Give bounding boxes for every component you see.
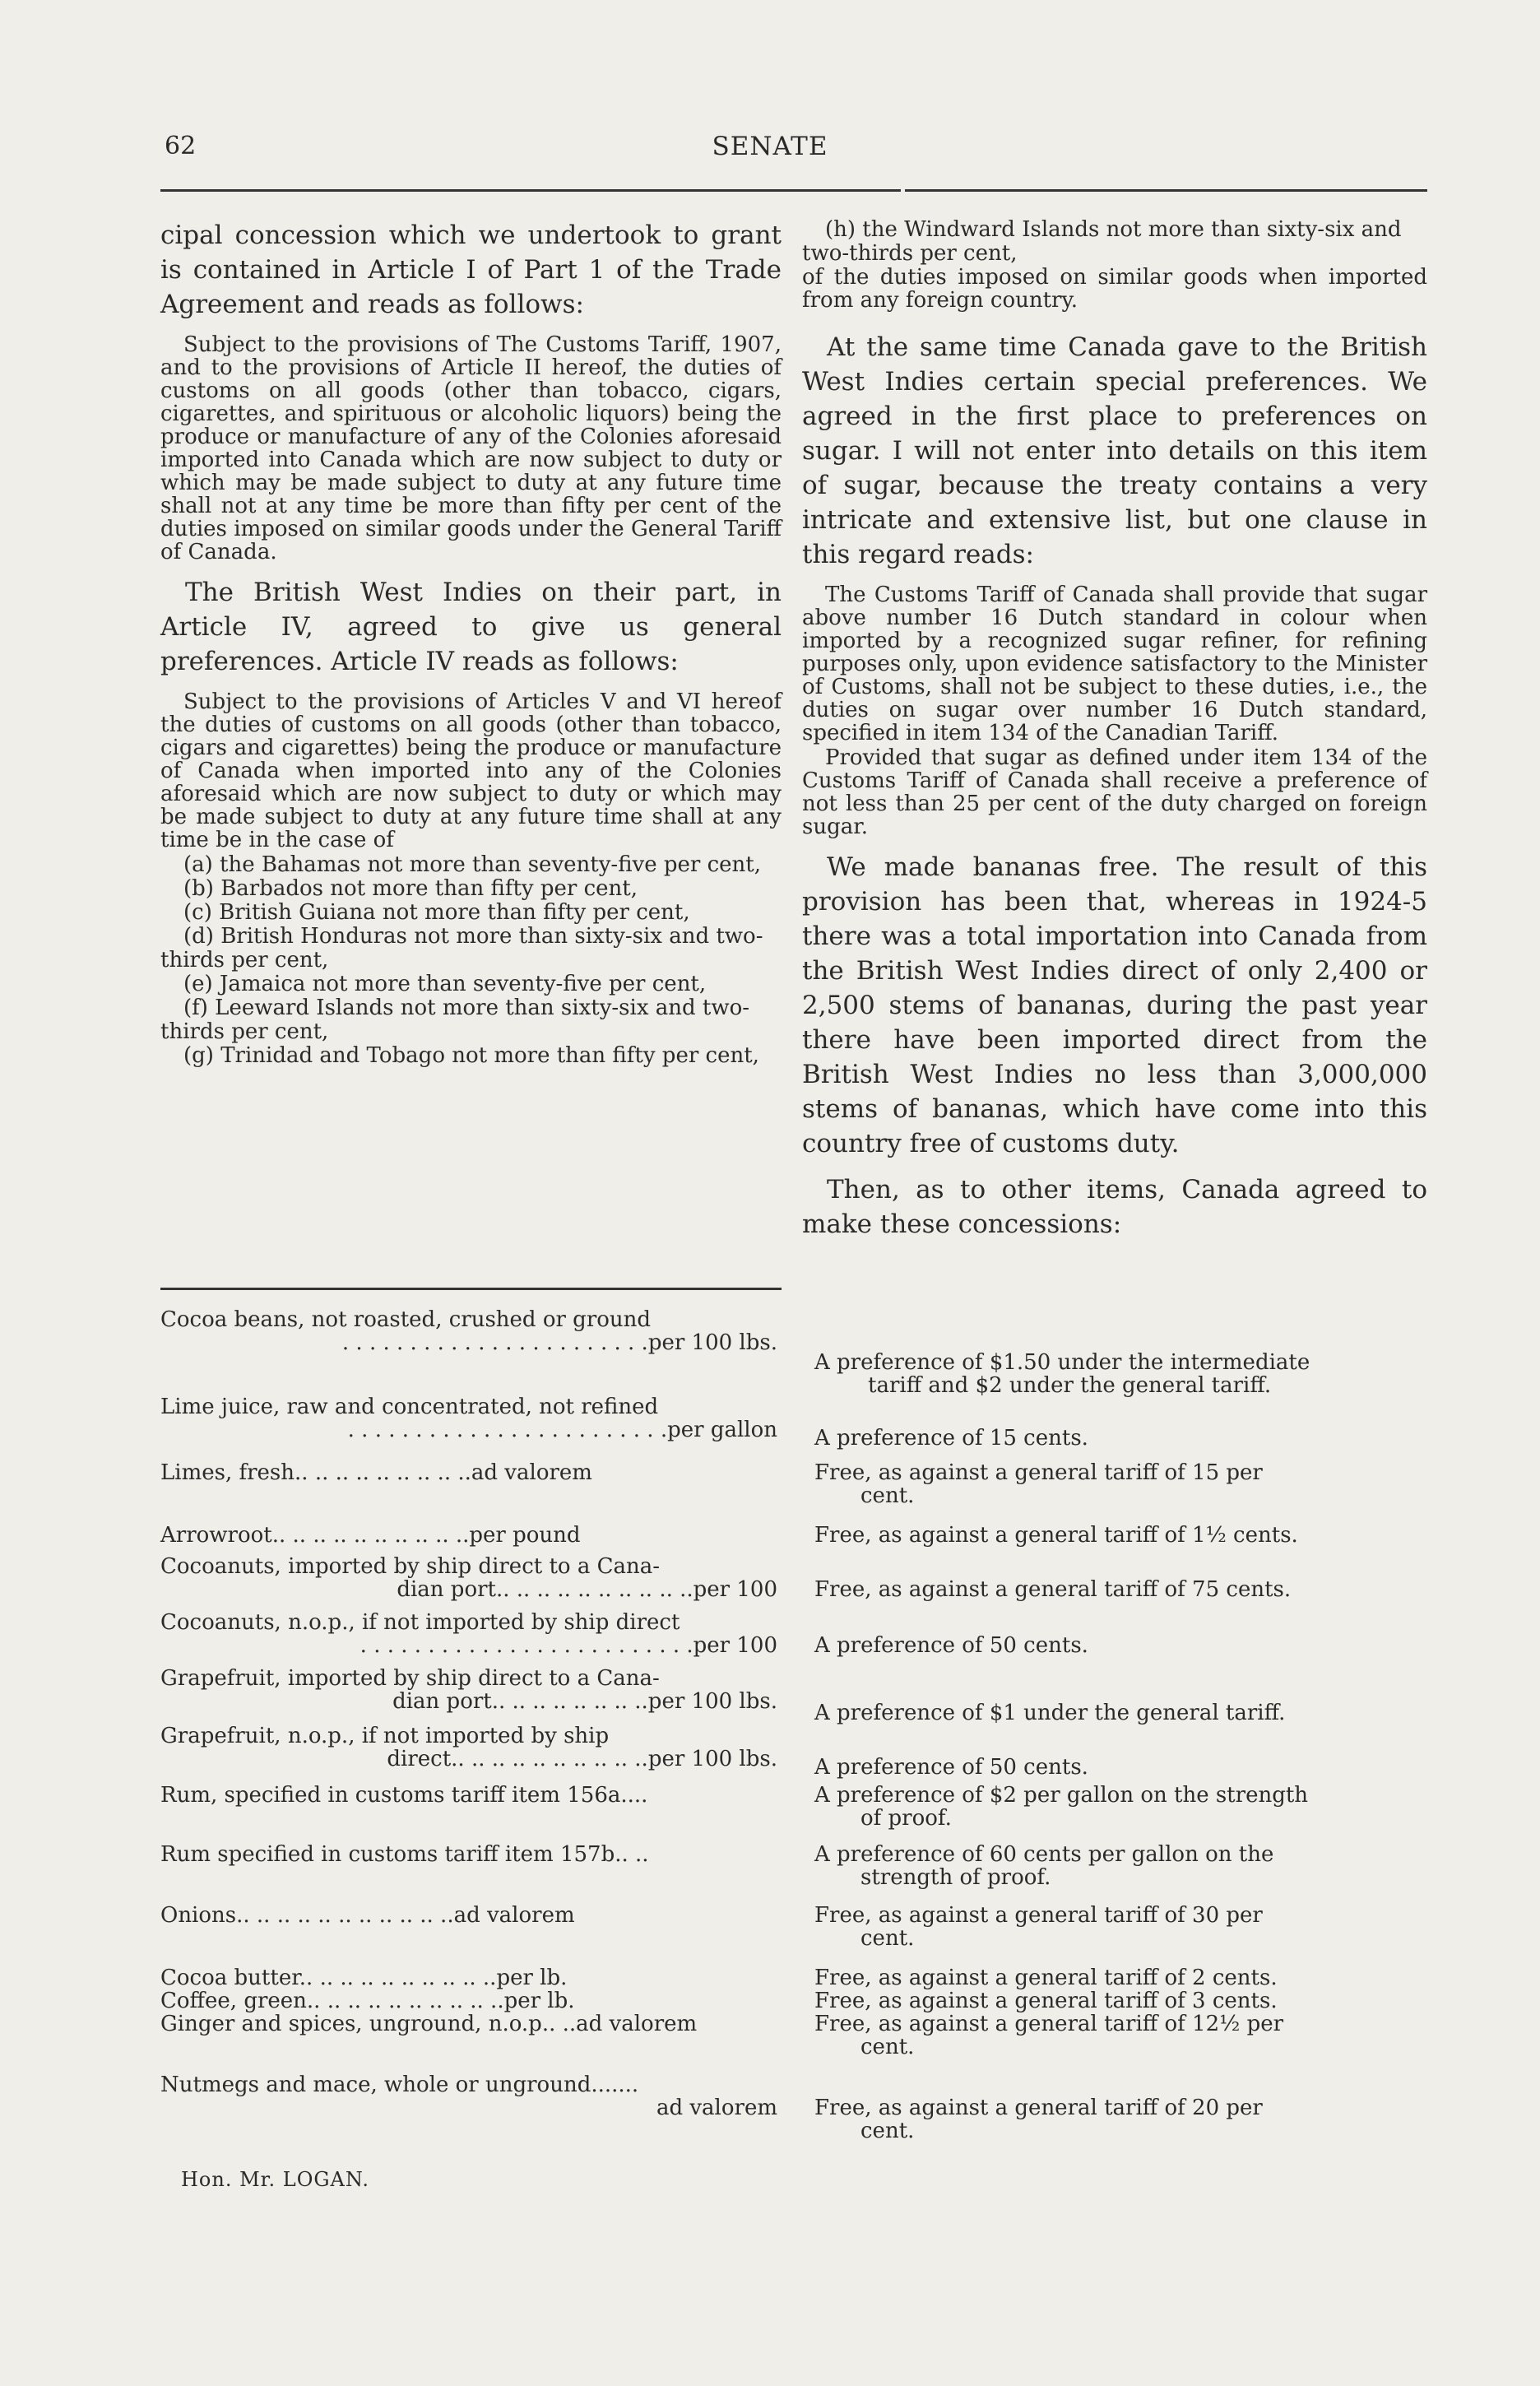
colony-item: (e) Jamaica not more than seventy-five per cent, xyxy=(183,972,707,996)
preference-line: strength of proof. xyxy=(860,1865,1051,1890)
preference-line: Free, as against a general tariff of 30 per xyxy=(814,1903,1263,1928)
item-line: Cocoa butter.. .. .. .. .. .. .. .. .. ..per lb. xyxy=(160,1966,568,1990)
item-line: Onions.. .. .. .. .. .. .. .. .. .. ..ad valorem xyxy=(160,1903,575,1928)
item-line: Ginger and spices, unground, n.o.p.. ..ad valorem xyxy=(160,2012,698,2036)
item-line: Rum specified in customs tariff item 157b.. .. xyxy=(160,1842,649,1867)
colony-item: (f) Leeward Islands not more than sixty-six and two-thirds per cent, xyxy=(160,996,750,1044)
item-line: . . . . . . . . . . . . . . . . . . . . . . . . .per 100 xyxy=(359,1633,777,1658)
preference-line: cent. xyxy=(860,1483,915,1508)
item-line: Grapefruit, n.o.p., if not imported by ship xyxy=(160,1724,610,1748)
item-line: Lime juice, raw and concentrated, not refined xyxy=(160,1395,659,1419)
item-line: Nutmegs and mace, whole or unground....... xyxy=(160,2073,639,2097)
item-line: . . . . . . . . . . . . . . . . . . . . . . .per 100 lbs. xyxy=(341,1330,777,1355)
colony-item: (b) Barbados not more than fifty per cent, xyxy=(183,876,638,901)
quoted-article-iv: Subject to the provisions of Articles V and VI hereof the duties of customs on all goods (other than tobacco, cigars and cigarettes) being the produce or manufacture of Canada when imported into any of the Colonies aforesaid which are now subject to duty or which may be made subject to duty at any future time shall at any time be in the case of xyxy=(160,689,782,852)
item-line: Cocoanuts, imported by ship direct to a Cana- xyxy=(160,1554,661,1579)
preference-line: tariff and $2 under the general tariff. xyxy=(868,1373,1272,1398)
preference-line: Free, as against a general tariff of 1½ cents. xyxy=(814,1523,1298,1548)
quoted-sugar-clause: The Customs Tariff of Canada shall provide that sugar above number 16 Dutch standard in colour when imported by a recognized sugar refiner, for refining purposes only, upon evidence satisfactory to the Minister of Customs, shall not be subject to these duties, i.e., the duties on sugar over number 16 Dutch standard, specified in item 134 of the Canadian Tariff. xyxy=(802,583,1427,745)
preference-line: Free, as against a general tariff of 15 per xyxy=(814,1460,1263,1485)
preference-line: A preference of 50 cents. xyxy=(814,1755,1088,1780)
preference-line: of proof. xyxy=(860,1806,952,1831)
colony-item: (d) British Honduras not more than sixty-six and two-thirds per cent, xyxy=(160,924,763,973)
colony-item: (a) the Bahamas not more than seventy-five per cent, xyxy=(183,852,761,877)
item-line: ad valorem xyxy=(656,2096,777,2120)
preference-line: A preference of 15 cents. xyxy=(814,1426,1088,1451)
item-line: Cocoa beans, not roasted, crushed or ground xyxy=(160,1307,652,1332)
preference-line: A preference of $1.50 under the intermediate xyxy=(814,1350,1310,1375)
item-line: Limes, fresh.. .. .. .. .. .. .. .. ..ad valorem xyxy=(160,1460,592,1485)
section-rule xyxy=(160,1288,782,1290)
item-line: Grapefruit, imported by ship direct to a Cana- xyxy=(160,1666,660,1691)
colony-item: (c) British Guiana not more than fifty per cent, xyxy=(183,900,690,925)
quoted-sugar-proviso: Provided that sugar as defined under item 134 of the Customs Tariff of Canada shall receive a preference of not less than 25 per cent of the duty charged on foreign sugar. xyxy=(802,745,1427,839)
quoted-article-i: Subject to the provisions of The Customs Tariff, 1907, and to the provisions of Article II hereof, the duties of customs on all goods (other than tobacco, cigars, cigarettes, and spirituous or alcoholic liquors) being the produce or manufacture of any of the Colonies aforesaid imported into Canada which are now subject to duty or which may be made subject to duty at any future time shall not at any time be more than fifty per cent of the duties imposed on similar goods under the General Tariff of Canada. xyxy=(160,332,782,564)
preference-line: Free, as against a general tariff of 12½ per xyxy=(814,2012,1284,2036)
colony-item: (h) the Windward Islands not more than sixty-six and two-thirds per cent, xyxy=(802,217,1402,266)
header-rule-left xyxy=(160,189,901,192)
speech-paragraph: At the same time Canada gave to the British West Indies certain special preferences. We agreed in the first place to preferences on sugar. I will not enter into details on this item of sugar, because the treaty contains a very intricate and extensive list, but one clause in this regard reads: xyxy=(802,332,1427,569)
preference-line: A preference of 50 cents. xyxy=(814,1633,1088,1658)
item-line: Cocoanuts, n.o.p., if not imported by ship direct xyxy=(160,1610,680,1635)
preference-line: Free, as against a general tariff of 20 per xyxy=(814,2096,1263,2120)
item-line: dian port.. .. .. .. .. .. .. .. .. ..per 100 xyxy=(397,1577,777,1602)
colony-item: (g) Trinidad and Tobago not more than fifty per cent, xyxy=(183,1043,759,1068)
left-column xyxy=(160,218,782,1068)
preference-line: cent. xyxy=(860,2119,915,2143)
item-line: . . . . . . . . . . . . . . . . . . . . . . . .per gallon xyxy=(347,1418,777,1442)
running-title: SENATE xyxy=(712,132,828,161)
item-line: direct.. .. .. .. .. .. .. .. .. ..per 100 lbs. xyxy=(387,1747,777,1771)
item-line: Arrowroot.. .. .. .. .. .. .. .. .. ..per pound xyxy=(160,1523,581,1548)
quoted-article-tail: of the duties imposed on similar goods when imported from any foreign country. xyxy=(802,265,1427,313)
preference-line: Free, as against a general tariff of 75 cents. xyxy=(814,1577,1292,1602)
page-number: 62 xyxy=(165,132,197,160)
speech-paragraph: Then, as to other items, Canada agreed to make these concessions: xyxy=(802,1175,1427,1239)
preference-line: A preference of $1 under the general tariff. xyxy=(814,1701,1286,1725)
preference-line: Free, as against a general tariff of 3 cents. xyxy=(814,1989,1278,2013)
speaker-footer: Hon. Mr. LOGAN. xyxy=(181,2168,369,2191)
header-rule-right xyxy=(905,189,1427,192)
item-line: Coffee, green.. .. .. .. .. .. .. .. .. ..per lb. xyxy=(160,1989,575,2013)
preference-line: A preference of 60 cents per gallon on the xyxy=(814,1842,1274,1867)
item-line: dian port.. .. .. .. .. .. .. ..per 100 lbs. xyxy=(392,1689,777,1714)
preference-line: Free, as against a general tariff of 2 cents. xyxy=(814,1966,1278,1990)
speech-paragraph: We made bananas free. The result of this provision has been that, whereas in 1924-5 there was a total importation into Canada from the British West Indies direct of only 2,400 or 2,500 stems of bananas, during the past year there have been imported direct from the British West Indies no less than 3,000,000 stems of bananas, which have come into this country free of customs duty. xyxy=(802,852,1427,1158)
speech-paragraph: cipal concession which we undertook to grant is contained in Article I of Part 1 of the Trade Agreement and reads as follows: xyxy=(160,220,782,319)
preference-line: A preference of $2 per gallon on the strength xyxy=(814,1783,1309,1808)
item-line: Rum, specified in customs tariff item 156a.... xyxy=(160,1783,648,1808)
speech-paragraph: The British West Indies on their part, in Article IV, agreed to give us general preferences. Article IV reads as follows: xyxy=(160,578,782,676)
preference-line: cent. xyxy=(860,1926,915,1951)
preference-line: cent. xyxy=(860,2035,915,2059)
right-column xyxy=(802,218,1427,1253)
